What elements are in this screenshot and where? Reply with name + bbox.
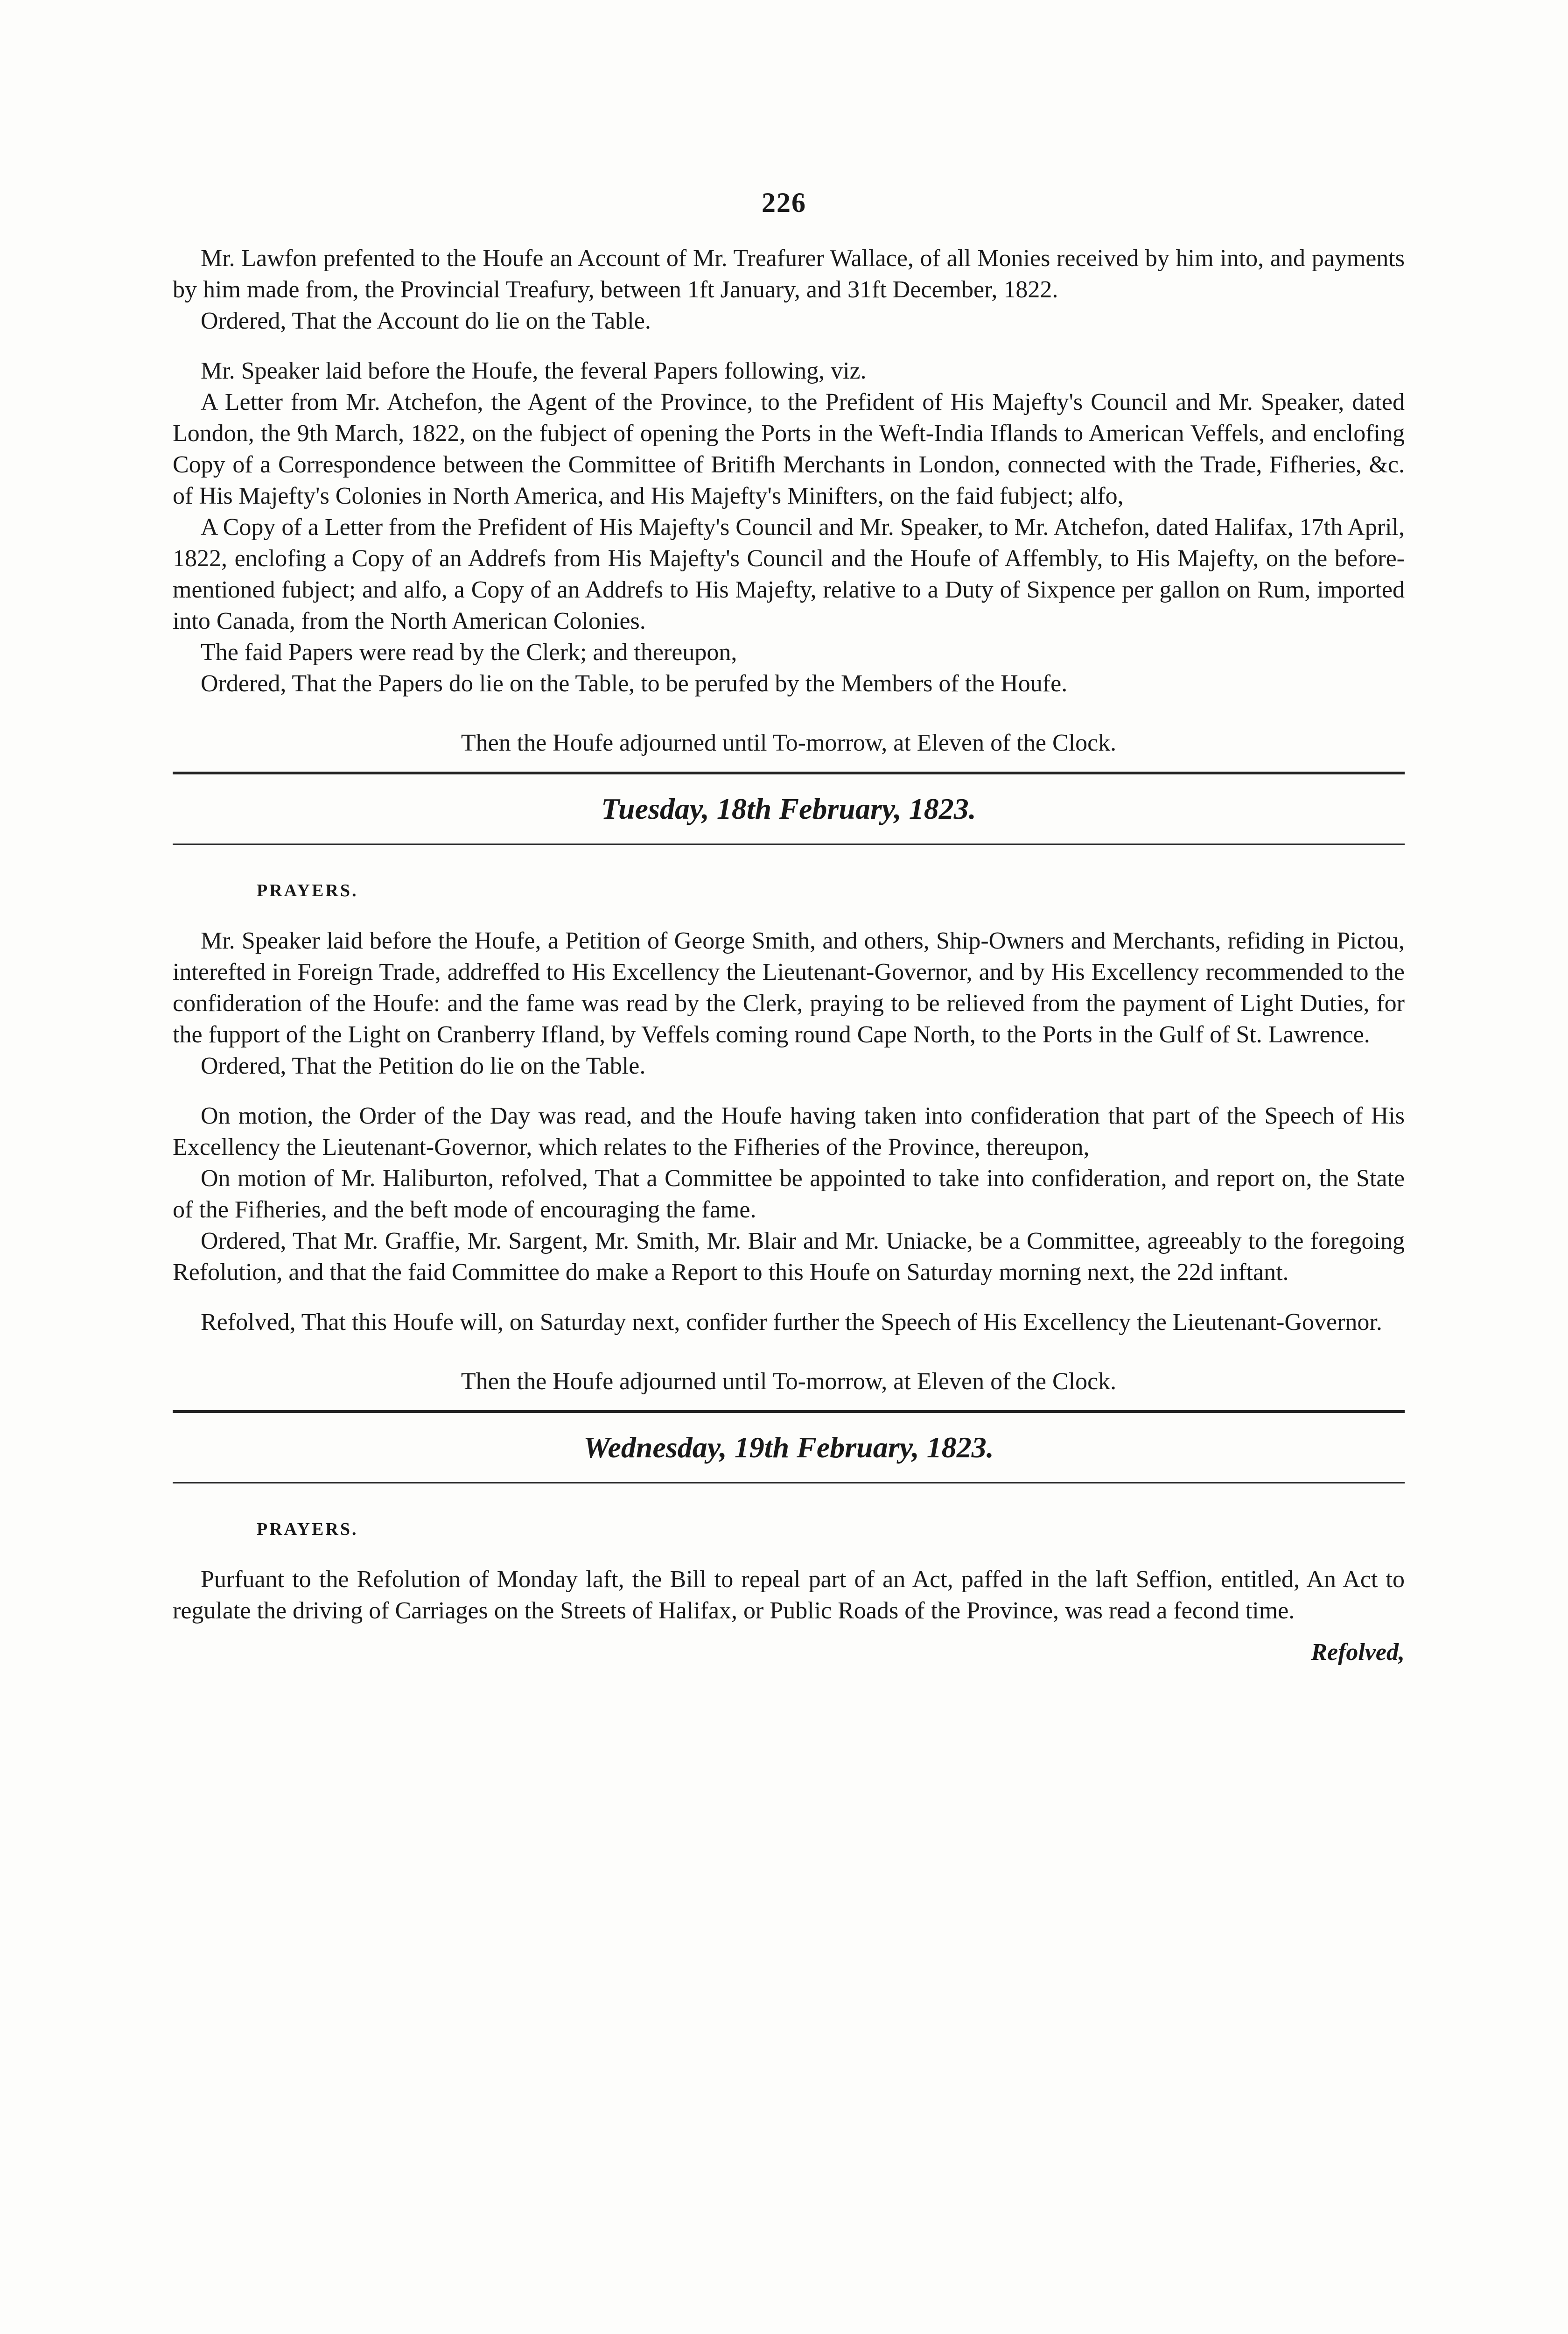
adjournment-2: Then the Houfe adjourned until To-morrow, at Eleven of the Clock. [461,1368,1117,1395]
paragraph-resolved-speech: Refolved, That this Houfe will, on Saturday next, confider further the Speech of His Excellency the Lieutenant-Governor. [201,1309,1382,1336]
section-divider-1 [173,772,1405,774]
date-heading-tuesday: Tuesday, 18th February, 1823. [601,792,976,825]
prayers-label-2: PRAYERS. [257,1519,358,1539]
date-heading-wednesday: Wednesday, 19th February, 1823. [583,1431,994,1464]
paragraph-ordered-account: Ordered, That the Account do lie on the Table. [201,308,651,334]
paragraph-haliburton-motion: On motion of Mr. Haliburton, refolved, That a Committee be appointed to take into confideration, and report on, the State of the Fifheries, and the beft mode of encouraging the fame. [173,1165,1405,1223]
paragraph-order-of-day: On motion, the Order of the Day was read, and the Houfe having taken into confideration that part of the Speech of His Excellency the Lieutenant-Governor, which relates to the Fifheries of the Province, thereupon, [173,1103,1405,1160]
section-divider-4 [173,1482,1405,1483]
paragraph-papers-read: The faid Papers were read by the Clerk; and thereupon, [201,639,737,666]
paragraph-copy-letter: A Copy of a Letter from the Prefident of His Majefty's Council and Mr. Speaker, to Mr. Atchefon, dated Halifax, 17th April, 1822, enclofing a Copy of an Addrefs from His Majefty's Council and the Houfe of Affembly, to His Majefty, on the before-mentioned fubject; and alfo, a Copy of an Addrefs to His Majefty, relative to a Duty of Sixpence per gallon on Rum, imported into Canada, from the North American Colonies. [173,514,1405,634]
section-divider-3 [173,1410,1405,1413]
section-divider-2 [173,844,1405,845]
paragraph-account: Mr. Lawfon prefented to the Houfe an Account of Mr. Treafurer Wallace, of all Monies received by him into, and payments by him made from, the Provincial Treafury, between 1ft January, and 31ft December, 1822. [173,245,1405,303]
page-number: 226 [762,187,806,218]
paragraph-ordered-petition: Ordered, That the Petition do lie on the Table. [201,1053,646,1079]
adjournment-1: Then the Houfe adjourned until To-morrow, at Eleven of the Clock. [461,730,1117,756]
text-column [173,243,1405,1668]
paragraph-ordered-committee: Ordered, That Mr. Graffie, Mr. Sargent, Mr. Smith, Mr. Blair and Mr. Uniacke, be a Committee, agreeably to the foregoing Refolution, and that the faid Committee do make a Report to this Houfe on Saturday morning next, the 22d inftant. [173,1228,1405,1286]
paragraph-ordered-papers: Ordered, That the Papers do lie on the Table, to be perufed by the Members of the Houfe. [201,670,1068,697]
prayers-label-1: PRAYERS. [257,881,358,900]
catchword: Refolved, [1311,1639,1405,1666]
paragraph-petition-smith: Mr. Speaker laid before the Houfe, a Petition of George Smith, and others, Ship-Owners and Merchants, refiding in Pictou, interefted in Foreign Trade, addreffed to His Excellency the Lieutenant-Governor, and by His Excellency recommended to the confideration of the Houfe: and the fame was read by the Clerk, praying to be relieved from the payment of Light Duties, for the fupport of the Light on Cranberry Ifland, by Veffels coming round Cape North, to the Ports in the Gulf of St. Lawrence. [173,928,1405,1048]
paragraph-carriages-bill: Purfuant to the Refolution of Monday laft, the Bill to repeal part of an Act, paffed in the laft Seffion, entitled, An Act to regulate the driving of Carriages on the Streets of Halifax, or Public Roads of the Province, was read a fecond time. [173,1566,1405,1624]
prayers-heading-2 [173,1511,1405,1545]
prayers-heading-1 [173,873,1405,907]
paragraph-speaker-papers: Mr. Speaker laid before the Houfe, the feveral Papers following, viz. [201,358,867,384]
paragraph-letter-atcheson: A Letter from Mr. Atchefon, the Agent of the Province, to the Prefident of His Majefty's Council and Mr. Speaker, dated London, the 9th March, 1822, on the fubject of opening the Ports in the Weft-India Iflands to American Veffels, and enclofing Copy of a Correspondence between the Committee of Britifh Merchants in London, connected with the Trade, Fifheries, &c. of His Majefty's Colonies in North America, and His Majefty's Minifters, on the faid fubject; alfo, [173,389,1405,509]
